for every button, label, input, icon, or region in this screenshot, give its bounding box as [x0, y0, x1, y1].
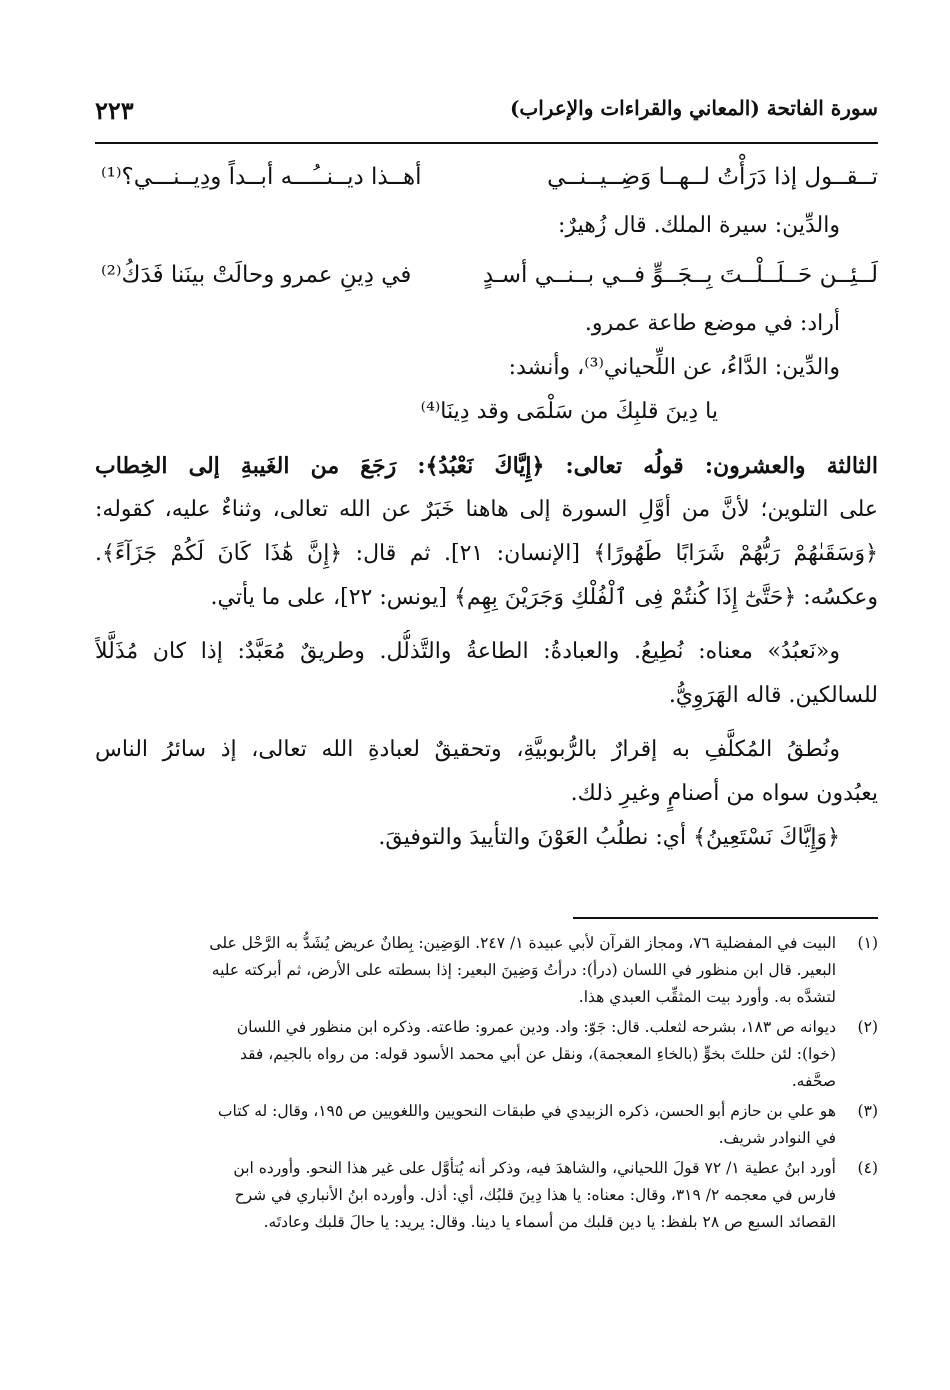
- footnote-line: صحَّفه.: [791, 1072, 836, 1090]
- footnote: [95, 1098, 878, 1152]
- footnote-line: البعير. قال ابن منظور في اللسان (درأ): درأتُ وَضِينَ البعير: إذا بسطته على الأرض، ثم أبركته عليه: [211, 961, 836, 979]
- main-text: [95, 150, 878, 860]
- footnote: [95, 1014, 878, 1095]
- footnote-line: البيت في المفضلية ٧٦، ومجاز القرآن لأبي عبيدة ١/ ٢٤٧. الوَضِين: بِطانٌ عريض يُشَدُّ به الرَّحْل على: [209, 934, 836, 952]
- footnote-line: ديوانه ص ١٨٣، بشرحه لثعلب. قال: جَوّ: واد. ودين عمرو: طاعته. وذكره ابن منظور في اللسان: [236, 1018, 836, 1036]
- footnote-line: لتشدَّه به. وأورد بيت المثقِّب العبدي هذا.: [578, 988, 836, 1006]
- text-line: والدِّين: الدَّاءُ، عن اللِّحياني⁽³⁾، وأنشد:: [508, 355, 840, 380]
- footnote-line: فارس في معجمه ٢/ ٣١٩، وقال: معناه: يا هذا دِينَ قلبُك، أي: أذل. وأورده ابنُ الأنباري في شرح: [234, 1186, 836, 1204]
- text-line: وعكسُه: ﴿حَتَّىٰٓ إِذَا كُنتُمْ فِى ٱلْفُلْكِ وَجَرَيْنَ بِهِم﴾ [يونس: ٢٢]، على ما يأتي.: [210, 585, 878, 610]
- verse-2-second-hemistich: في دِينِ عمرو وحالَتْ بينَنا فَدَكُ⁽²⁾: [101, 262, 412, 288]
- footnote-number: (٣): [857, 1102, 878, 1120]
- poetry-verse-2: [95, 248, 878, 302]
- header-rule: [95, 142, 878, 144]
- footnote-line: هو علي بن حازم أبو الحسن، ذكره الزبيدي في طبقات النحويين واللغويين ص ١٩٥، وقال: له كتاب: [217, 1102, 836, 1120]
- verse-2-first-hemistich: لَــئِــن حَــلَــلْــتَ بِــجَــوٍّ فــي بــنــي أسـدٍ: [482, 262, 878, 288]
- text-line: ﴿وَسَقَىٰهُمْ رَبُّهُمْ شَرَابًا طَهُورًا﴾ [الإنسان: ٢١]. ثم قال: ﴿إِنَّ هَٰذَا كَانَ لَكُمْ جَزَآءً﴾.: [95, 541, 878, 566]
- footnote-number: (٢): [857, 1018, 878, 1036]
- page-header: [95, 96, 878, 136]
- footnote-rule: [573, 917, 878, 919]
- text-line: يعبُدون سواه من أصنامٍ وغيرِ ذلك.: [570, 781, 878, 806]
- page-number: ٢٢٣: [95, 96, 134, 125]
- section-heading-line: الثالثة والعشرون: قولُه تعالى: ﴿إِيَّاكَ نَعْبُدُ﴾: رَجَعَ من الغَيبةِ إلى الخِطاب: [95, 453, 878, 479]
- footnote: [95, 1155, 878, 1236]
- footnote-number: (٤): [857, 1159, 878, 1177]
- footnote-line: القصائد السبع ص ٢٨ بلفظ: يا دين قلبك من أسماء يا دينا. وقال: يريد: يا حالَ قلبك وعادتَه.: [263, 1213, 836, 1231]
- text-line: والدِّين: سيرة الملك. قال زُهيرٌ:: [558, 213, 840, 238]
- text-line: للسالكين. قاله الهَرَوِيُّ.: [668, 683, 878, 708]
- poetry-verse-1: [95, 150, 878, 204]
- verse-1-second-hemistich: أهــذا ديــنــُـــه أبــداً ودِيــنـــي؟⁽¹⁾: [101, 164, 422, 190]
- text-line: و«نَعبُدُ» معناه: نُطِيعُ. والعبادةُ: الطاعةُ والتَّذلُّل. وطريقٌ مُعَبَّدٌ: إذا كان مُذَلَّلاً: [95, 639, 840, 664]
- poetry-half-verse: يا دِينَ قلبِكَ من سَلْمَى وقد دِينَا⁽⁴⁾: [420, 399, 718, 424]
- text-line: ونُطقُ المُكلَّفِ به إقرارٌ بالرُّبوبيَّةِ، وتحقيقٌ لعبادةِ الله تعالى، إذ سائرُ الناس: [95, 737, 840, 762]
- footnote: [95, 930, 878, 1011]
- footnote-line: (خوا): لئن حللتَ بخوٍّ (بالخاءِ المعجمة)، ونقل عن أبي محمد الأسود قوله: من رواه بالجيم، فقد: [239, 1045, 836, 1063]
- footnote-number: (١): [857, 934, 878, 952]
- footnotes: [95, 930, 878, 1239]
- text-line: ﴿وَإِيَّاكَ نَسْتَعِينُ﴾ أي: نطلُبُ العَوْنَ والتأييدَ والتوفيقَ.: [378, 825, 840, 850]
- footnote-line: في النوادر شريف.: [718, 1129, 836, 1147]
- text-line: على التلوين؛ لأنَّ من أوَّلِ السورة إلى هاهنا خَبَرٌ عن الله تعالى، وثناءٌ عليه، كقوله:: [95, 497, 878, 522]
- verse-1-first-hemistich: تــقــول إذا دَرَأْتُ لــهــا وَضِــيــنــي: [547, 164, 878, 190]
- running-title: سورة الفاتحة (المعاني والقراءات والإعراب): [509, 96, 878, 120]
- footnote-line: أورد ابنُ عطية ١/ ٧٢ قولَ اللحياني، والشاهدَ فيه، وذكر أنه يُتأوَّل على غير هذا النحو. وأورده ابن: [233, 1159, 836, 1177]
- text-line: أراد: في موضع طاعة عمرو.: [584, 311, 840, 336]
